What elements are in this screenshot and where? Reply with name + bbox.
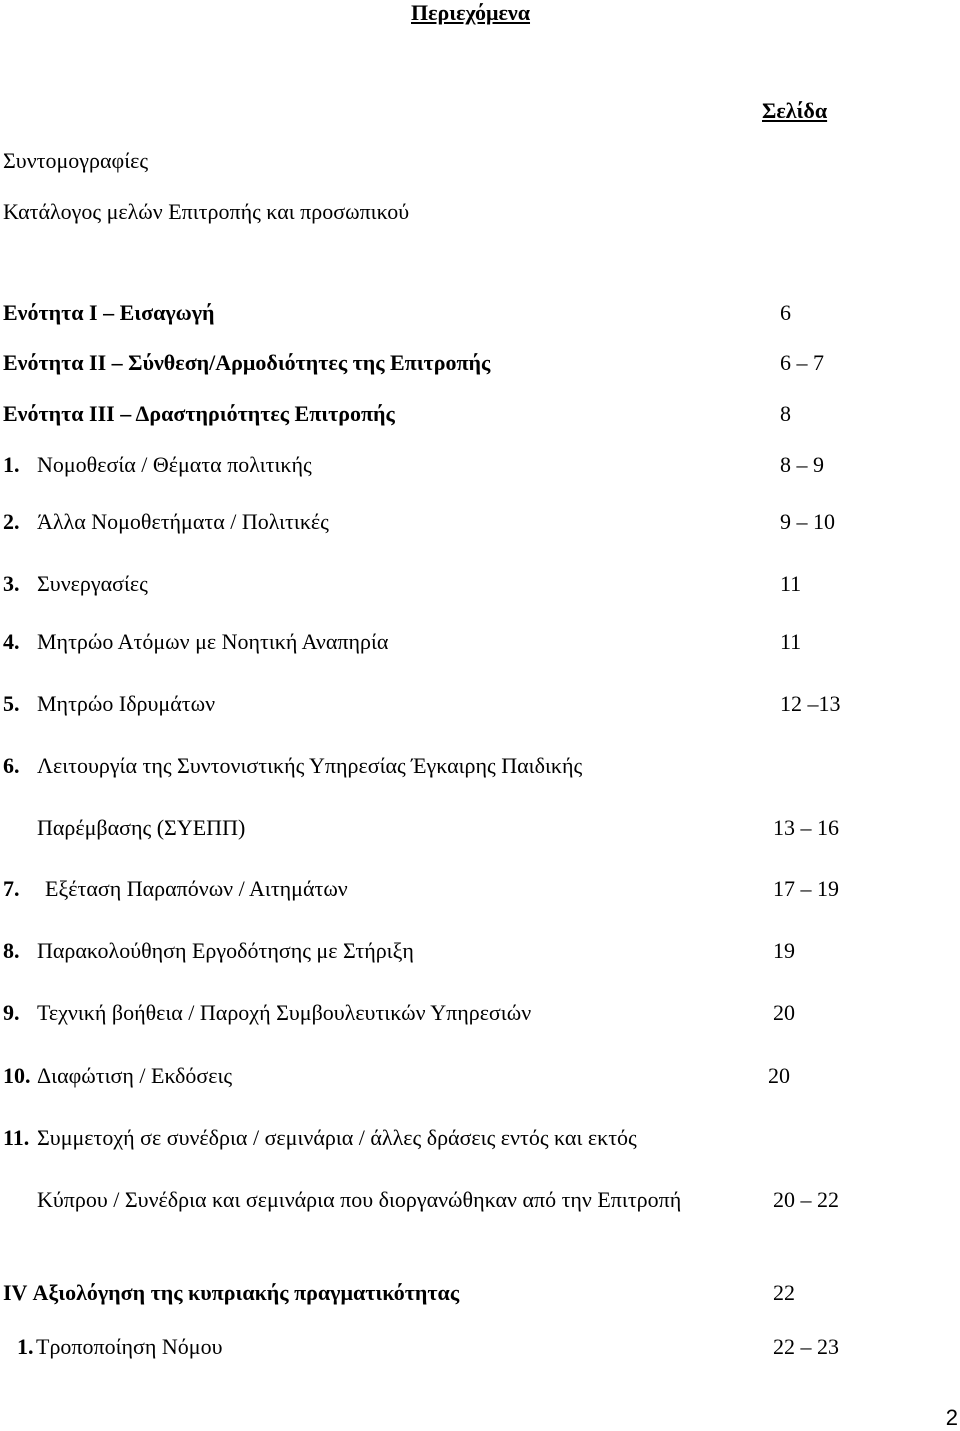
item-text: Συμμετοχή σε συνέδρια / σεμινάρια / άλλες δράσεις εντός και εκτός <box>37 1125 637 1150</box>
front-matter-abbreviations: Συντομογραφίες <box>3 148 149 173</box>
section-pages: 22 <box>773 1280 795 1305</box>
item-text: Μητρώο Ατόμων με Νοητική Αναπηρία <box>37 629 389 654</box>
item-pages: 19 <box>773 938 795 963</box>
item-text: Συνεργασίες <box>37 571 148 596</box>
item-text: Εξέταση Παραπόνων / Αιτημάτων <box>45 876 348 901</box>
page-number: 2 <box>945 1405 958 1430</box>
item-pages: 20 <box>768 1063 790 1088</box>
item-pages: 17 – 19 <box>773 876 839 901</box>
section-pages: 8 <box>780 401 791 426</box>
item-pages: 12 –13 <box>780 691 841 716</box>
item-number: 6. <box>3 753 20 778</box>
item-number: 7. <box>3 876 20 901</box>
section-title: ΙV Αξιολόγηση της κυπριακής πραγματικότητας <box>3 1280 460 1305</box>
section-title: Ενότητα ΙΙΙ – Δραστηριότητες Επιτροπής <box>3 401 395 426</box>
section-title: Ενότητα Ι – Εισαγωγή <box>3 300 215 325</box>
item-text: Λειτουργία της Συντονιστικής Υπηρεσίας Έγκαιρης Παιδικής <box>37 753 583 778</box>
item-number: 8. <box>3 938 20 963</box>
section-title: Ενότητα ΙΙ – Σύνθεση/Αρμοδιότητες της Επιτροπής <box>3 350 491 375</box>
item-pages: 8 – 9 <box>780 452 824 477</box>
item-text: Τεχνική βοήθεια / Παροχή Συμβουλευτικών Υπηρεσιών <box>37 1000 532 1025</box>
item-number: 1. <box>3 452 20 477</box>
item-number: 5. <box>3 691 20 716</box>
item-number: 1. <box>17 1334 34 1359</box>
item-pages: 22 – 23 <box>773 1334 839 1359</box>
item-text: Άλλα Νομοθετήματα / Πολιτικές <box>37 509 329 534</box>
item-pages: 11 <box>780 571 802 596</box>
item-number: 3. <box>3 571 20 596</box>
item-text: Παρακολούθηση Εργοδότησης με Στήριξη <box>37 938 414 963</box>
item-pages: 20 <box>773 1000 795 1025</box>
item-pages: 20 – 22 <box>773 1187 839 1212</box>
item-number: 10. <box>3 1063 31 1088</box>
page-column-label: Σελίδα <box>762 98 828 123</box>
item-pages: 9 – 10 <box>780 509 835 534</box>
item-pages: 13 – 16 <box>773 815 839 840</box>
item-text: Τροποποίηση Νόμου <box>36 1334 223 1359</box>
item-number: 4. <box>3 629 20 654</box>
section-pages: 6 – 7 <box>780 350 824 375</box>
item-text-continued: Παρέμβασης (ΣΥΕΠΠ) <box>37 815 246 840</box>
item-number: 11. <box>3 1125 30 1150</box>
item-text: Μητρώο Ιδρυμάτων <box>37 691 216 716</box>
item-pages: 11 <box>780 629 802 654</box>
item-text: Νομοθεσία / Θέματα πολιτικής <box>37 452 312 477</box>
item-number: 2. <box>3 509 20 534</box>
item-text-continued: Κύπρου / Συνέδρια και σεμινάρια που διοργανώθηκαν από την Επιτροπή <box>37 1187 682 1212</box>
section-pages: 6 <box>780 300 791 325</box>
front-matter-members-list: Κατάλογος μελών Επιτροπής και προσωπικού <box>3 199 410 224</box>
item-number: 9. <box>3 1000 20 1025</box>
toc-title: Περιεχόμενα <box>411 0 531 25</box>
item-text: Διαφώτιση / Εκδόσεις <box>37 1063 233 1088</box>
